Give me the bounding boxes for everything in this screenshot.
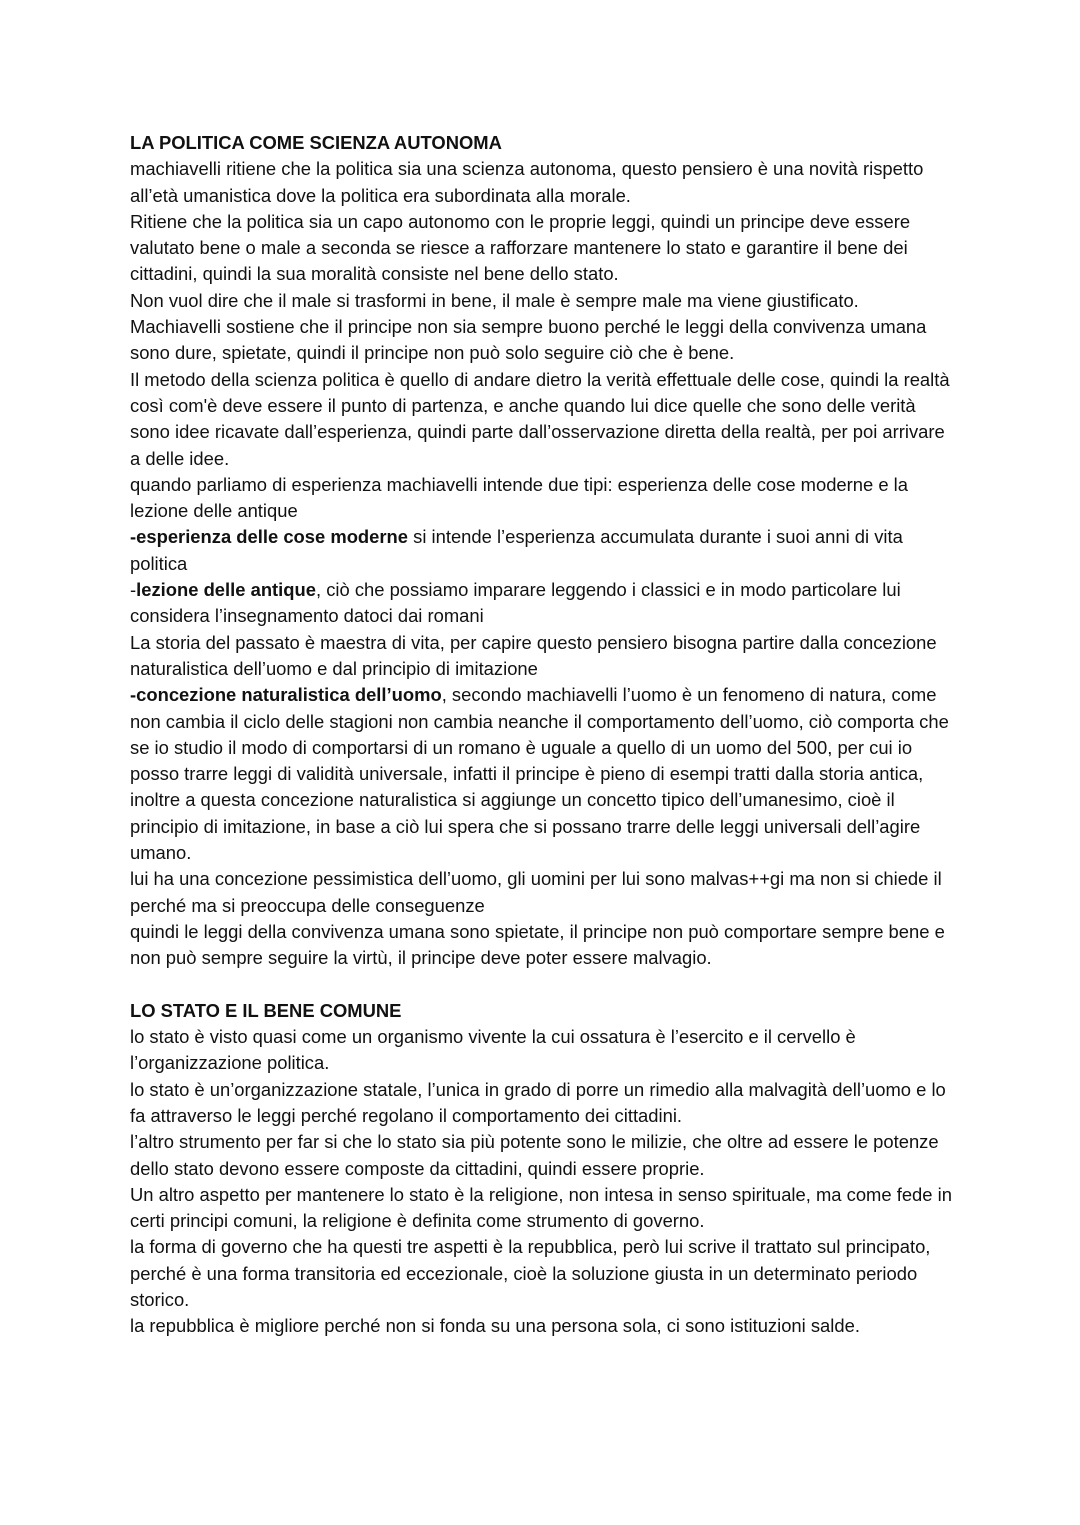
- bullet-term: -esperienza delle cose moderne: [130, 526, 409, 548]
- document-page: [130, 130, 960, 1340]
- bullet-text: , ciò che possiamo imparare leggendo i classici e in modo particolare lui considera l’insegnamento datoci dai romani: [130, 579, 901, 627]
- paragraph: Non vuol dire che il male si trasformi in bene, il male è sempre male ma viene giustificato.: [130, 289, 859, 311]
- bullet-lezione: [130, 577, 960, 630]
- paragraph: Ritiene che la politica sia un capo autonomo con le proprie leggi, quindi un principe deve essere valutato bene o male a seconda se riesce a rafforzare mantenere lo stato e garantire il bene dei cittadini, quindi la sua moralità consiste nel bene dello stato.: [130, 210, 911, 285]
- bullet-esperienza: [130, 524, 960, 577]
- bullet-text: si intende l’esperienza accumulata durante i suoi anni di vita politica: [130, 526, 903, 574]
- paragraph: l’altro strumento per far si che lo stato sia più potente sono le milizie, che oltre ad essere le potenze dello stato devono essere composte da cittadini, quindi essere proprie.: [130, 1131, 939, 1179]
- bullet-text: , secondo machiavelli l’uomo è un fenomeno di natura, come non cambia il ciclo delle stagioni non cambia neanche il comportamento dell’uomo, ciò comporta che se io studio il modo di comportarsi di un romano è uguale a quello di un uomo del 500, per cui io posso trarre leggi di validità universale, infatti il principe è pieno di esempi tratti dalla storia antica, inoltre a questa concezione naturalistica si aggiunge un concetto tipico dell’umanesimo, cioè il principio di imitazione, in base a ciò lui spera che si possano trarre delle leggi universali dell’agire umano.: [130, 684, 949, 864]
- section-heading-stato: LO STATO E IL BENE COMUNE: [130, 999, 402, 1021]
- bullet-concezione: [130, 682, 960, 866]
- paragraph: Il metodo della scienza politica è quello di andare dietro la verità effettuale delle cose, quindi la realtà così com'è deve essere il punto di partenza, e anche quando lui dice quelle che sono delle verità sono idee ricavate dall’esperienza, quindi parte dall’osservazione diretta della realtà, per poi arrivare a delle idee.: [130, 368, 950, 469]
- paragraph: machiavelli ritiene che la politica sia una scienza autonoma, questo pensiero è una novità rispetto all’età umanistica dove la politica era subordinata alla morale.: [130, 158, 924, 206]
- bullet-term: lezione delle antique: [136, 579, 316, 601]
- paragraph: quindi le leggi della convivenza umana sono spietate, il principe non può comportare sempre bene e non può sempre seguire la virtù, il principe deve poter essere malvagio.: [130, 920, 945, 969]
- paragraph: la repubblica è migliore perché non si fonda su una persona sola, ci sono istituzioni salde.: [130, 1315, 860, 1337]
- bullet-dash: -: [130, 579, 137, 601]
- paragraph: Un altro aspetto per mantenere lo stato è la religione, non intesa in senso spirituale, ma come fede in certi principi comuni, la religione è definita come strumento di governo.: [130, 1183, 952, 1232]
- paragraph: La storia del passato è maestra di vita, per capire questo pensiero bisogna partire dalla concezione naturalistica dell’uomo e dal principio di imitazione: [130, 631, 937, 679]
- paragraph: la forma di governo che ha questi tre aspetti è la repubblica, però lui scrive il trattato sul principato, perché è una forma transitoria ed eccezionale, cioè la soluzione giusta in un determinato periodo storico.: [130, 1236, 931, 1311]
- paragraph: lo stato è visto quasi come un organismo vivente la cui ossatura è l’esercito e il cervello è l’organizzazione politica.: [130, 1026, 856, 1074]
- bullet-term: -concezione naturalistica dell’uomo: [130, 684, 442, 706]
- paragraph: quando parliamo di esperienza machiavelli intende due tipi: esperienza delle cose moderne e la lezione delle antique: [130, 473, 909, 522]
- paragraph: lo stato è un’organizzazione statale, l’unica in grado di porre un rimedio alla malvagità dell’uomo e lo fa attraverso le leggi perché regolano il comportamento dei cittadini.: [130, 1078, 946, 1126]
- paragraph: Machiavelli sostiene che il principe non sia sempre buono perché le leggi della convivenza umana sono dure, spietate, quindi il principe non può solo seguire ciò che è bene.: [130, 316, 927, 364]
- paragraph: lui ha una concezione pessimistica dell’uomo, gli uomini per lui sono malvas++gi ma non si chiede il perché ma si preoccupa delle conseguenze: [130, 868, 942, 916]
- section-spacer: [130, 972, 960, 998]
- section-heading-politica: LA POLITICA COME SCIENZA AUTONOMA: [130, 132, 502, 153]
